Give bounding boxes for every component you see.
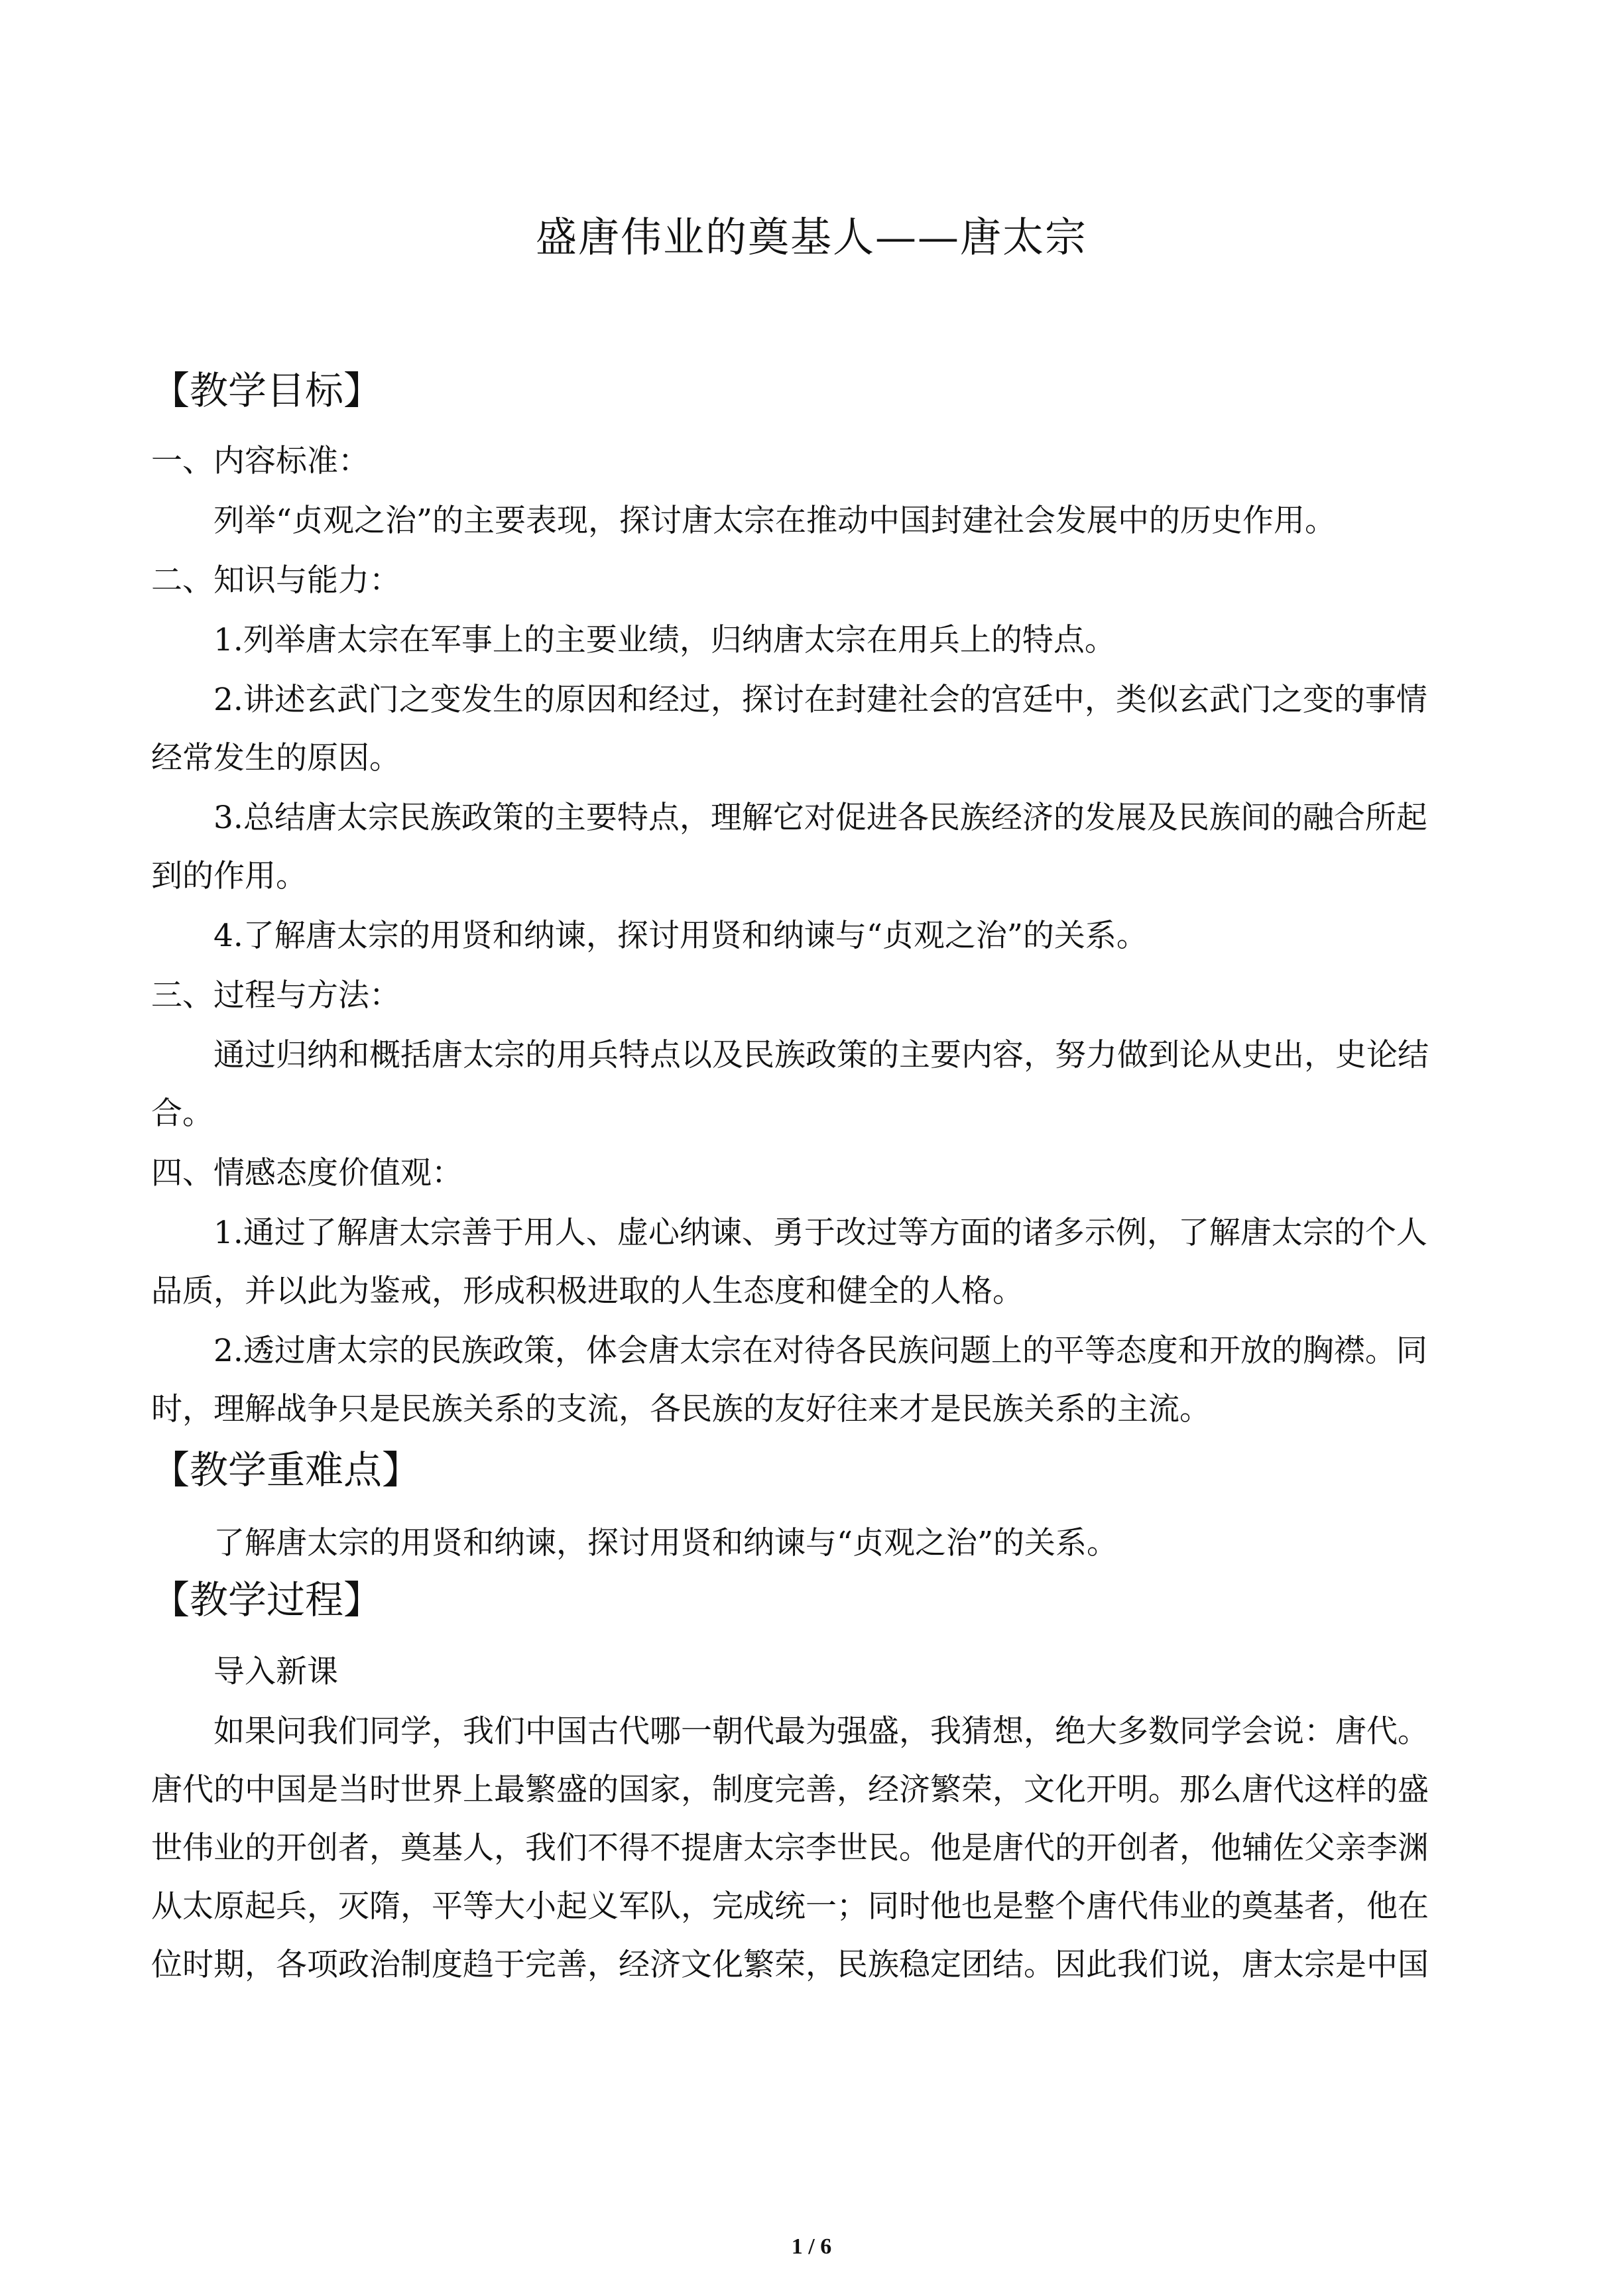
section-heading-goals: 【教学目标】 xyxy=(151,368,383,413)
goals-paragraph: 通过归纳和概括唐太宗的用兵特点以及民族政策的主要内容，努力做到论从史出，史论结 xyxy=(213,1037,1429,1073)
section-heading-process: 【教学过程】 xyxy=(151,1577,383,1622)
key-points-paragraph: 了解唐太宗的用贤和纳谏，探讨用贤和纳谏与“贞观之治”的关系。 xyxy=(213,1525,1118,1561)
goals-paragraph: 4.了解唐太宗的用贤和纳谏，探讨用贤和纳谏与“贞观之治”的关系。 xyxy=(213,918,1148,954)
process-paragraph: 唐代的中国是当时世界上最繁盛的国家，制度完善，经济繁荣，文化开明。那么唐代这样的盛 xyxy=(151,1772,1429,1808)
process-intro-heading: 导入新课 xyxy=(213,1654,338,1690)
goals-paragraph: 2.透过唐太宗的民族政策，体会唐太宗在对待各民族问题上的平等态度和开放的胸襟。同 xyxy=(213,1333,1427,1369)
goals-paragraph: 时，理解战争只是民族关系的支流，各民族的友好往来才是民族关系的主流。 xyxy=(151,1391,1211,1427)
section-heading-key-points: 【教学重难点】 xyxy=(151,1447,421,1492)
process-paragraph: 如果问我们同学，我们中国古代哪一朝代最为强盛，我猜想，绝大多数同学会说：唐代。 xyxy=(213,1713,1429,1750)
process-paragraph: 从太原起兵，灭隋，平等大小起义军队，完成统一；同时他也是整个唐代伟业的奠基者，他在 xyxy=(151,1888,1429,1925)
goals-paragraph: 1.通过了解唐太宗善于用人、虚心纳谏、勇于改过等方面的诸多示例，了解唐太宗的个人 xyxy=(213,1215,1427,1251)
goals-paragraph: 品质，并以此为鉴戒，形成积极进取的人生态度和健全的人格。 xyxy=(151,1273,1024,1309)
goals-heading-content-standard: 一、内容标准： xyxy=(151,443,369,479)
process-paragraph: 位时期，各项政治制度趋于完善，经济文化繁荣，民族稳定团结。因此我们说，唐太宗是中国 xyxy=(151,1947,1429,1983)
process-paragraph: 世伟业的开创者，奠基人，我们不得不提唐太宗李世民。他是唐代的开创者，他辅佐父亲李渊 xyxy=(151,1830,1429,1866)
goals-paragraph: 合。 xyxy=(151,1095,213,1132)
goals-paragraph: 3.总结唐太宗民族政策的主要特点，理解它对促进各民族经济的发展及民族间的融合所起 xyxy=(213,800,1427,836)
goals-paragraph: 经常发生的原因。 xyxy=(151,740,400,776)
page-title: 盛唐伟业的奠基人——唐太宗 xyxy=(535,213,1087,261)
goals-heading-knowledge: 二、知识与能力： xyxy=(151,562,400,599)
page-number: 1 / 6 xyxy=(791,2234,832,2259)
goals-paragraph: 到的作用。 xyxy=(151,858,307,894)
goals-heading-process-method: 三、过程与方法： xyxy=(151,977,400,1014)
goals-paragraph: 2.讲述玄武门之变发生的原因和经过，探讨在封建社会的宫廷中，类似玄武门之变的事情 xyxy=(213,682,1427,718)
goals-heading-values: 四、情感态度价值观： xyxy=(151,1155,463,1191)
goals-paragraph: 列举“贞观之治”的主要表现，探讨唐太宗在推动中国封建社会发展中的历史作用。 xyxy=(213,503,1337,539)
document-body xyxy=(151,351,1476,1985)
goals-paragraph: 1.列举唐太宗在军事上的主要业绩，归纳唐太宗在用兵上的特点。 xyxy=(213,622,1116,658)
